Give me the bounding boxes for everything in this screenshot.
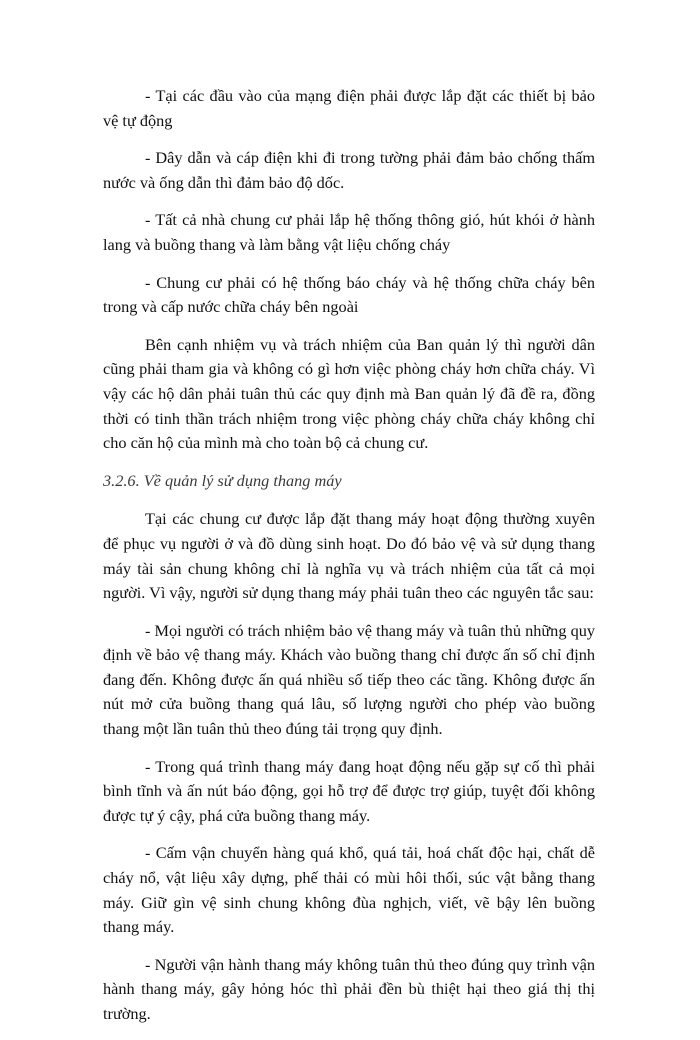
paragraph-elevator-operator: - Người vận hành thang máy không tuân thủ theo đúng quy trình vận hành thang máy, gây hỏng hóc thì phải đền bù thiệt hại theo giá thị thị trường. xyxy=(103,954,595,1023)
paragraph-elevator-intro: Tại các chung cư được lắp đặt thang máy hoạt động thường xuyên để phục vụ người ở và đồ dùng sinh hoạt. Do đó bảo vệ và sử dụng thang máy tài sản chung không chỉ là nghĩa vụ và trách nhiệm của tất cả mọi người. Vì vậy, người sử dụng thang máy phải tuân theo các nguyên tắc sau: xyxy=(103,509,595,603)
paragraph-cable-wiring: - Dây dẫn và cáp điện khi đi trong tường phải đảm bảo chống thấm nước và ống dẫn thì đảm bảo độ dốc. xyxy=(103,148,595,192)
paragraph-elevator-protection: - Mọi người có trách nhiệm bảo vệ thang máy và tuân thủ những quy định về bảo vệ thang máy. Khách vào buồng thang chỉ được ấn số chỉ định đang đến. Không được ấn quá nhiều số tiếp theo các tầng. Không được ấn nút mở cửa buồng thang quá lâu, số lượng người cho phép vào buồng thang một lần tuân thủ theo đúng tải trọng quy định. xyxy=(103,620,595,739)
section-heading: 3.2.6. Về quản lý sử dụng thang máy xyxy=(103,470,342,490)
paragraph-ventilation: - Tất cả nhà chung cư phải lắp hệ thống thông gió, hút khói ở hành lang và buồng thang và làm bằng vật liệu chống cháy xyxy=(103,210,595,254)
paragraph-fire-alarm: - Chung cư phải có hệ thống báo cháy và hệ thống chữa cháy bên trong và cấp nước chữa cháy bên ngoài xyxy=(103,272,595,317)
paragraph-resident-responsibility: Bên cạnh nhiệm vụ và trách nhiệm của Ban quản lý thì người dân cũng phải tham gia và không có gì hơn việc phòng cháy hơn chữa cháy. Vì vậy các hộ dân phải tuân thủ các quy định mà Ban quản lý đã đề ra, đồng thời có tinh thần trách nhiệm trong việc phòng cháy chữa cháy không chỉ cho căn hộ của mình mà cho toàn bộ cả chung cư. xyxy=(103,334,595,453)
paragraph-auto-protection: - Tại các đầu vào của mạng điện phải được lắp đặt các thiết bị bảo vệ tự động xyxy=(103,86,595,130)
paragraph-elevator-prohibited: - Cấm vận chuyển hàng quá khổ, quá tải, hoá chất độc hại, chất dễ cháy nổ, vật liệu xây dựng, phế thải có mùi hôi thối, súc vật bằng thang máy. Giữ gìn vệ sinh chung không đùa nghịch, viết, vẽ bậy lên buồng thang máy. xyxy=(103,843,595,937)
document-page xyxy=(103,84,595,1040)
paragraph-elevator-incident: - Trong quá trình thang máy đang hoạt động nếu gặp sự cố thì phải bình tĩnh và ấn nút báo động, gọi hỗ trợ để được trợ giúp, tuyệt đối không được tự ý cậy, phá cửa buồng thang máy. xyxy=(103,756,595,825)
